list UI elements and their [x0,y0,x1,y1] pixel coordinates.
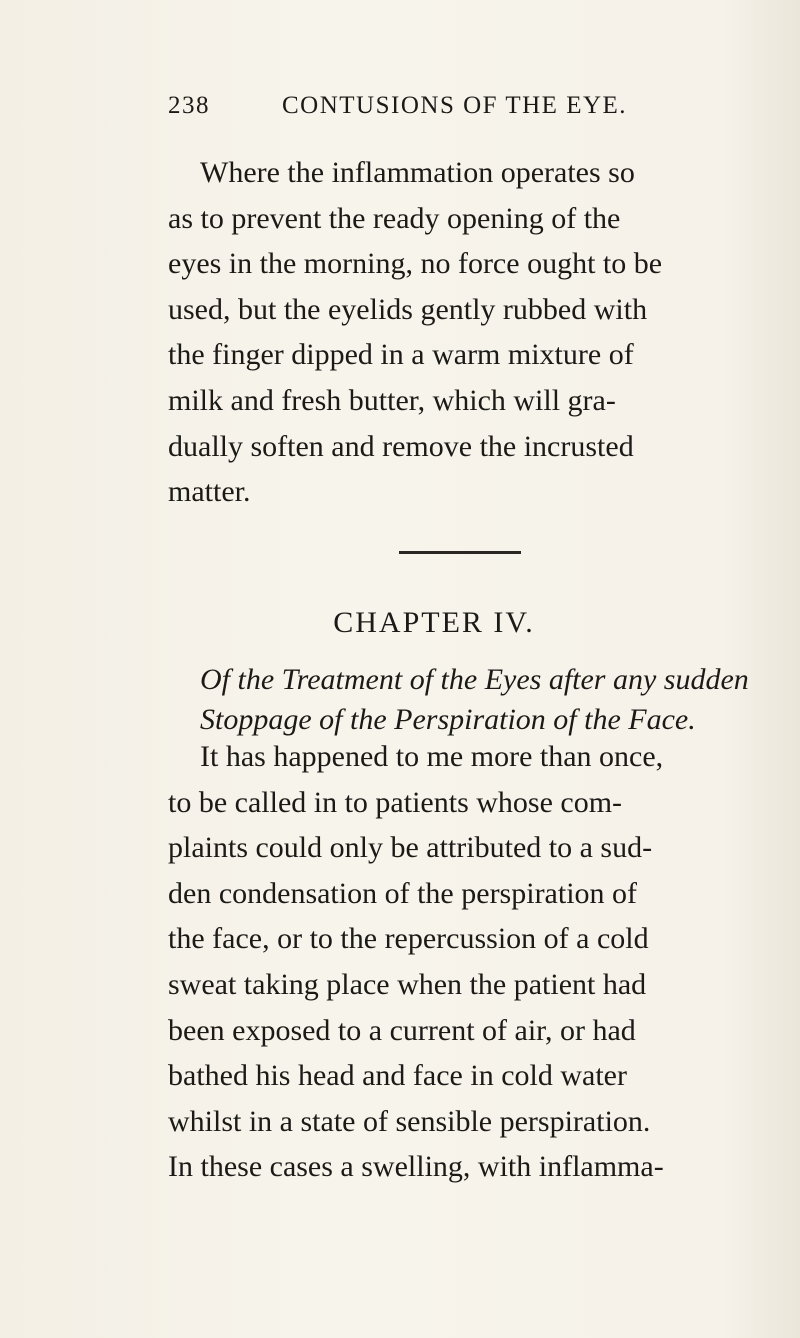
text-line: dually soften and remove the incrusted [168,429,634,463]
text-line: sweat taking place when the patient had [168,967,647,1001]
text-line: Where the inflammation operates so [200,156,635,189]
text-line: eyes in the morning, no force ought to be [168,247,663,281]
text-line: matter. [168,475,251,509]
subtitle-line: Of the Treatment of the Eyes after any sudden [200,663,749,696]
text-line: It has happened to me more than once, [200,740,664,773]
running-title: CONTUSIONS OF THE EYE. [282,92,628,119]
paragraph-2 [168,734,768,1190]
chapter-subtitle [200,660,800,740]
text-line: as to prevent the ready opening of the [168,201,621,235]
text-line: plaints could only be attributed to a sud- [168,831,653,865]
text-line: bathed his head and face in cold water [168,1059,627,1093]
text-line: to be called in to patients whose com- [168,785,623,819]
chapter-heading: CHAPTER IV. [333,606,535,639]
subtitle-line: Stoppage of the Perspiration of the Face. [200,703,696,736]
page-number: 238 [168,92,210,119]
text-line: used, but the eyelids gently rubbed with [168,292,648,326]
text-line: In these cases a swelling, with inflamma- [168,1150,664,1184]
text-line: been exposed to a current of air, or had [168,1013,636,1047]
text-line: the face, or to the repercussion of a cold [168,922,649,956]
text-line: whilst in a state of sensible perspiration. [168,1104,651,1138]
paragraph-1 [168,150,768,515]
section-divider [399,551,521,554]
text-line: the finger dipped in a warm mixture of [168,338,634,372]
text-line: milk and fresh butter, which will gra- [168,383,616,417]
text-line: den condensation of the perspiration of [168,876,638,910]
page-header [168,92,638,132]
